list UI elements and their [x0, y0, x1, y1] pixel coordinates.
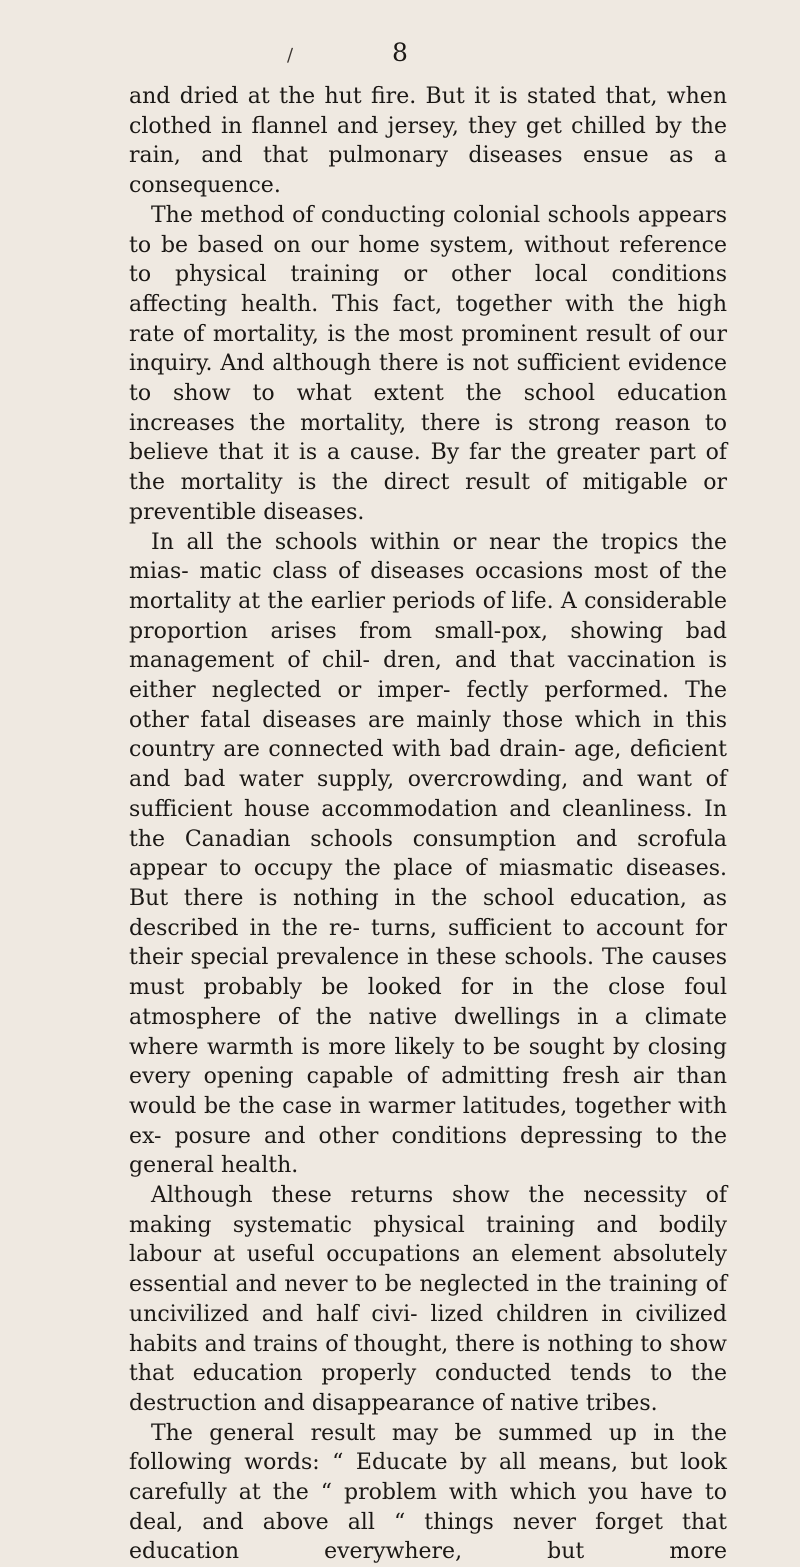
page-number: 8	[392, 38, 408, 67]
paragraph-5: The general result may be summed up in the following words: “ Educate by all means, but look carefully at the “ problem with which you have to deal, and above all “ things never forget that education everywhere, but more	[129, 1420, 727, 1565]
margin-mark: ∕	[287, 45, 294, 66]
paragraph-3: In all the schools within or near the tropics the mias- matic class of diseases occasions most of the mortality at the earlier periods of life. A considerable proportion arises from small-pox, showing bad management of chil- dren, and that vaccination is either neglected or imper- fectly performed. The other fatal diseases are mainly those which in this country are connected with bad drain- age, deficient and bad water supply, overcrowding, and want of sufficient house accommodation and cleanliness. In the Canadian schools consumption and scrofula appear to occupy the place of miasmatic diseases. But there is nothing in the school education, as described in the re- turns, sufficient to account for their special prevalence in these schools. The causes must probably be looked for in the close foul atmosphere of the native dwellings in a climate where warmth is more likely to be sought by closing every opening capable of admitting fresh air than would be the case in warmer latitudes, together with ex- posure and other conditions depressing to the general health.	[129, 529, 727, 1179]
body-text	[129, 82, 727, 1567]
paragraph-4: Although these returns show the necessity of making systematic physical training and bodily labour at useful occupations an element absolutely essential and never to be neglected in the training of uncivilized and half civi- lized children in civilized habits and trains of thought, there is nothing to show that education properly conducted tends to the destruction and disappearance of native tribes.	[129, 1183, 727, 1416]
paragraph-1: and dried at the hut fire. But it is stated that, when clothed in flannel and jersey, they get chilled by the rain, and that pulmonary diseases ensue as a consequence.	[129, 84, 727, 199]
paragraph-2: The method of conducting colonial schools appears to be based on our home system, without reference to physical training or other local conditions affecting health. This fact, together with the high rate of mortality, is the most prominent result of our inquiry. And although there is not sufficient evidence to show to what extent the school education increases the mortality, there is strong reason to believe that it is a cause. By far the greater part of the mortality is the direct result of mitigable or preventible diseases.	[129, 202, 727, 525]
